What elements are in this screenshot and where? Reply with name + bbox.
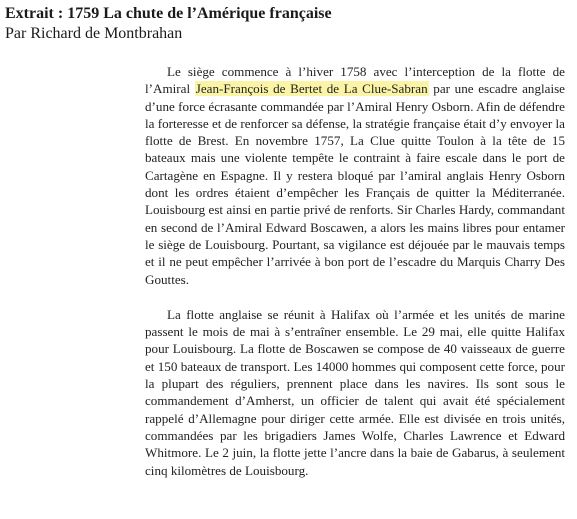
highlighted-name: Jean-François de Bertet de La Clue-Sabran — [195, 81, 428, 97]
paragraph-2: La flotte anglaise se réunit à Halifax où l’armée et les unités de marine passent le mois de mai à s’entraîner ensemble. Le 29 mai, elle quitte Halifax pour Louisbourg. La flotte de Boscawen se compose de 40 vaisseaux de guerre et 150 bateaux de transport. Les 14000 hommes qui composent cette force, pour la plupart des réguliers, prennent place dans les navires. Ils sont sous le commandement d’Amherst, un officier de talent qui avait été spécialement rappelé d’Allemagne pour diriger cette armée. Elle est divisée en trois unités, commandées par les brigadiers James Wolfe, Charles Lawrence et Edward Whitmore. Le 2 juin, la flotte jette l’ancre dans la baie de Gabarus, à seulement cinq kilomètres de Louisbourg. — [145, 306, 565, 478]
paragraph-1-start: Le siège commence à l’hiver 1758 avec l’interception de la flotte de l’Amiral — [145, 64, 565, 97]
document-title: Extrait : 1759 La chute de l’Amérique française — [5, 5, 332, 22]
paragraph-1-end: par une escadre anglaise d’une force écrasante commandée par l’Amiral Henry Osborn. Afin de défendre la forteresse et de renforcer sa défense, la stratégie française était d’y envoyer la flotte de Brest. En novembre 1757, La Clue quitte Toulon à la tête de 15 bateaux mais une violente tempête le contraint à faire escale dans le port de Cartagène en Espagne. Il y restera bloqué par l’amiral anglais Henry Osborn dont les ordres étaient d’empêcher les Français de quitter la Méditerranée. Louisbourg est ainsi en partie privé de renforts. Sir Charles Hardy, commandant en second de l’Amiral Edward Boscawen, a alors les mains libres pour entamer le siège de Louisbourg. Pourtant, sa vigilance est déjouée par le mauvais temps et il ne peut empêcher l’arrivée à bon port de l’escadre du Marquis Charry Des Gouttes. — [145, 81, 565, 287]
excerpt-body — [145, 63, 565, 479]
paragraph-1 — [145, 63, 565, 288]
document-byline: Par Richard de Montbrahan — [5, 25, 183, 42]
document-header — [5, 4, 572, 44]
